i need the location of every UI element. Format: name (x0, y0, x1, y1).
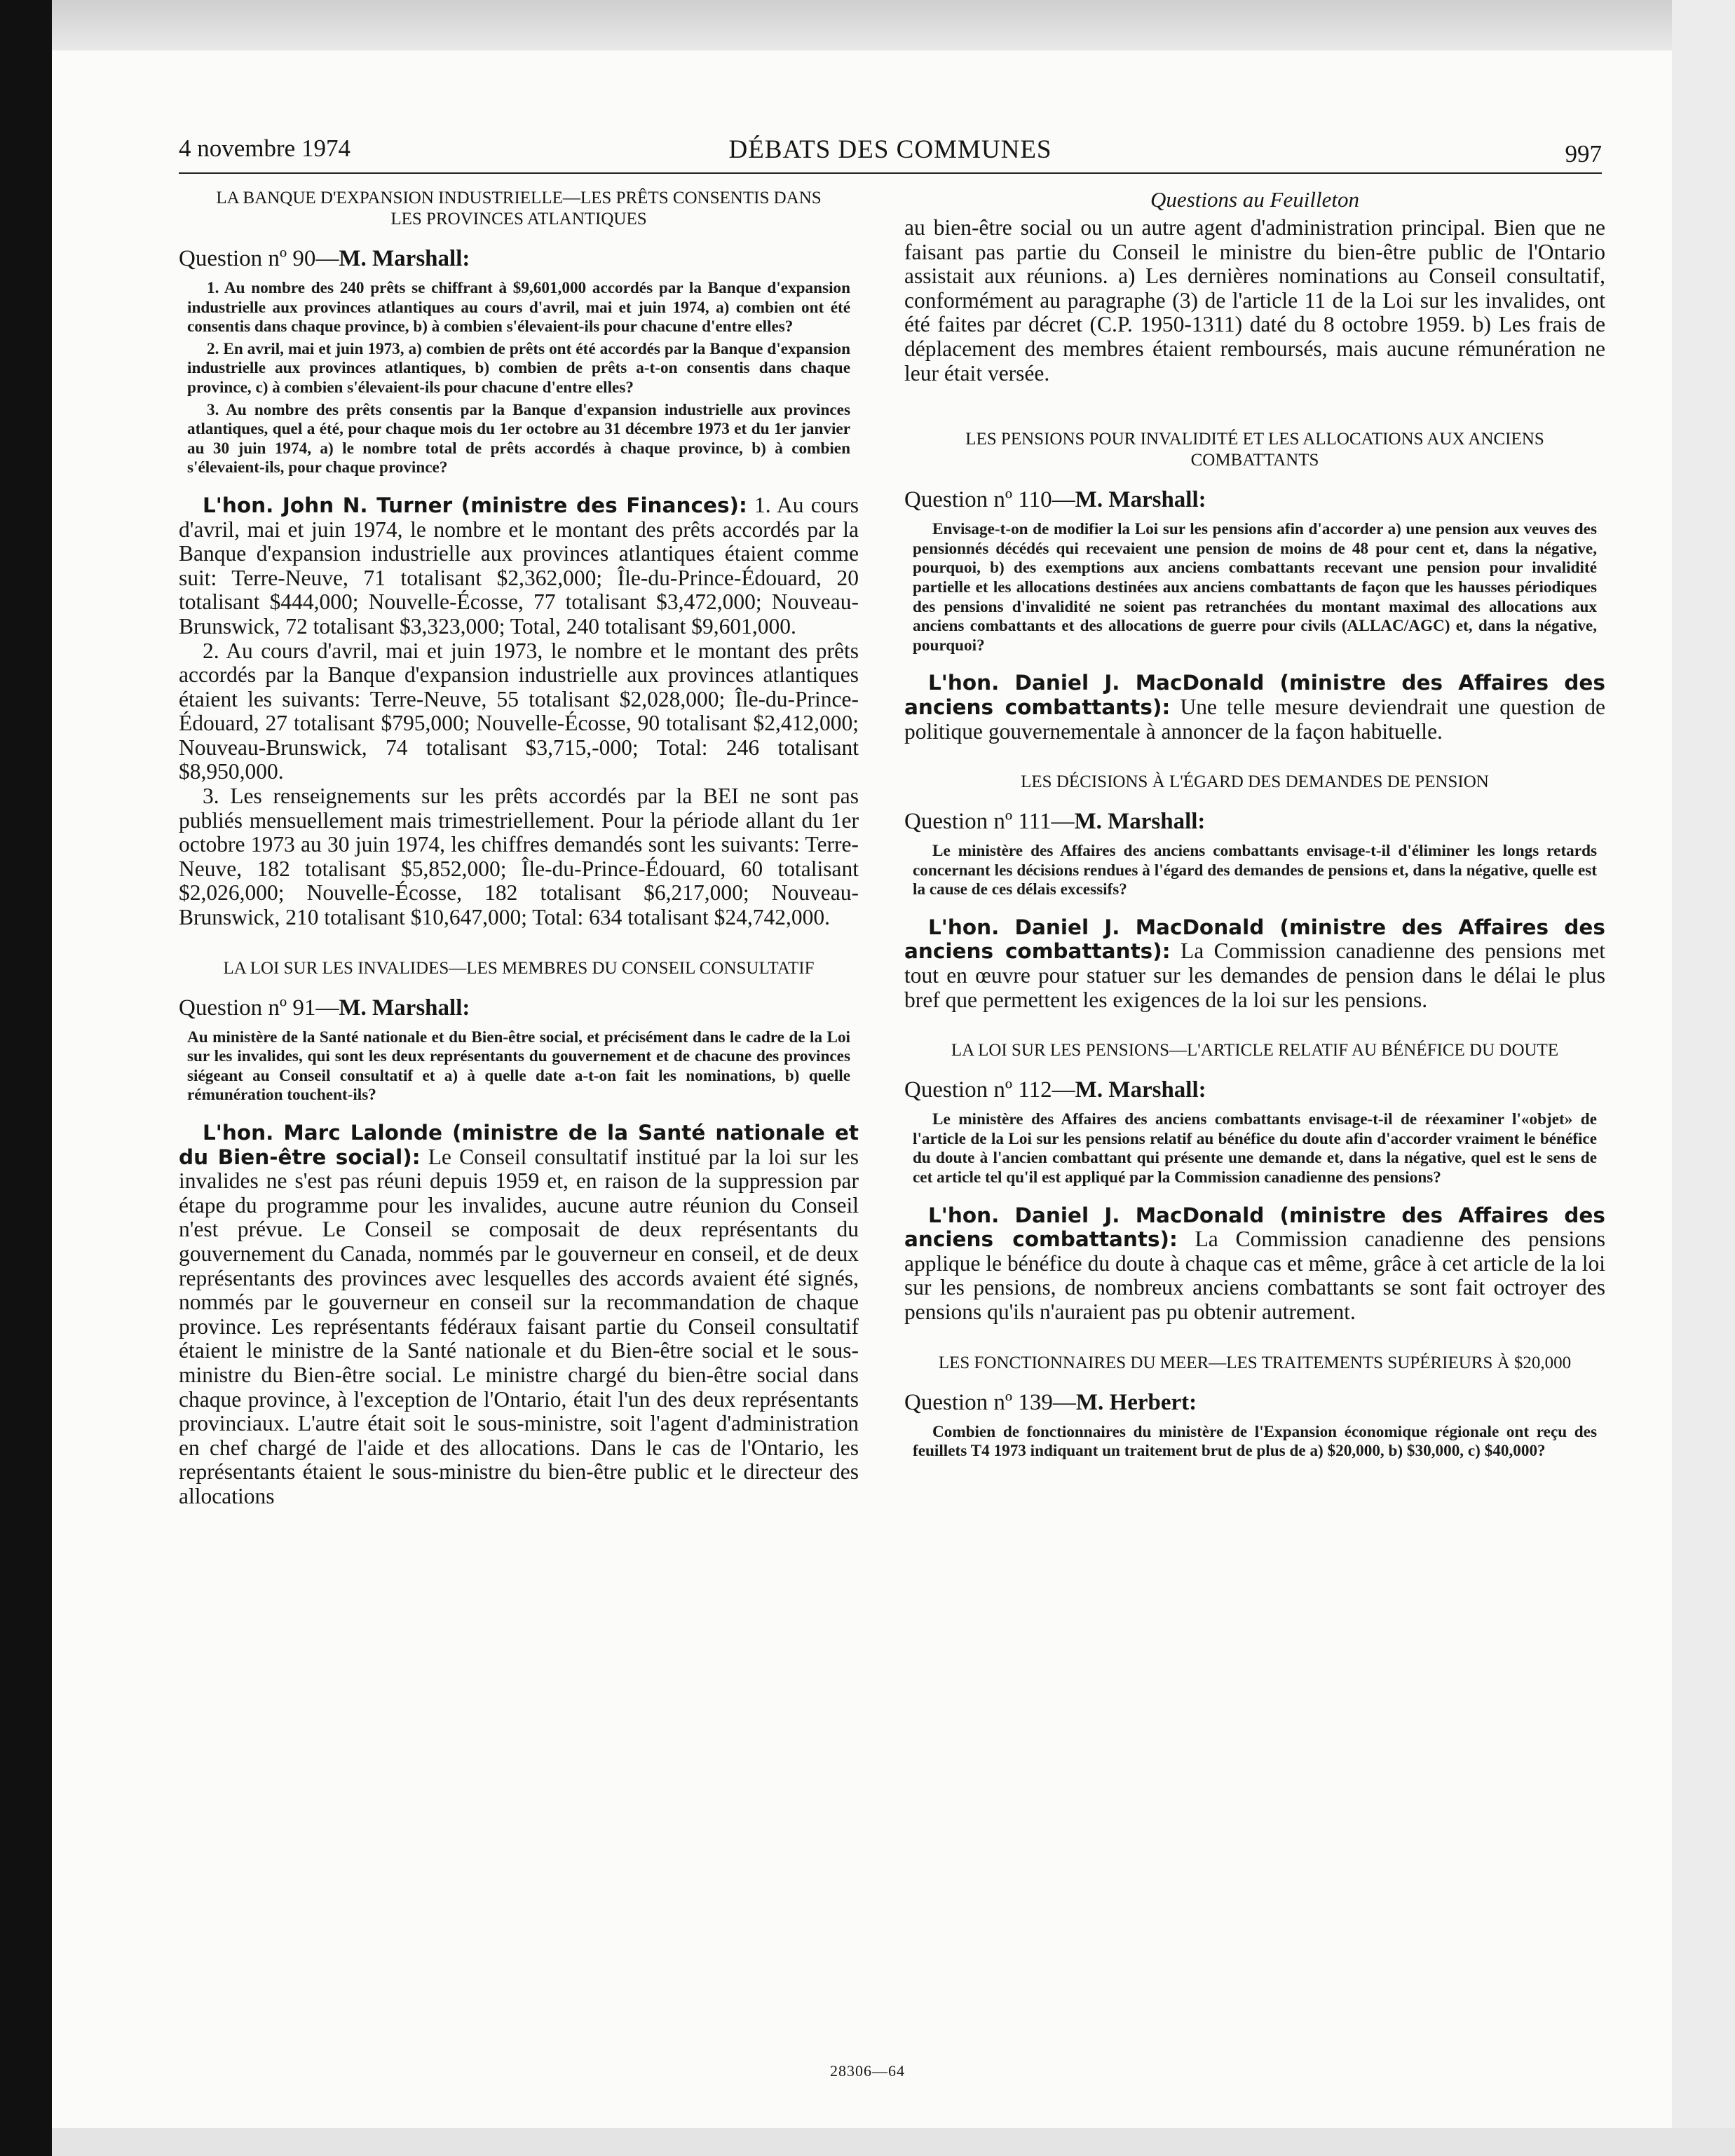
question-heading-q139 (904, 1389, 1605, 1416)
question-text-q91 (187, 1028, 850, 1105)
answer-speaker: L'hon. Daniel J. MacDonald (ministre des Affaires des anciens combattants): (904, 671, 1605, 719)
section-title-q111: LES DÉCISIONS À L'ÉGARD DES DEMANDES DE PENSION (1021, 772, 1489, 792)
question-label: Question nº 91— (179, 995, 339, 1021)
question-label: Question nº 90— (179, 246, 339, 271)
question-member: M. Marshall: (339, 995, 470, 1021)
header-date: 4 novembre 1974 (179, 135, 351, 162)
question-text-q112 (913, 1110, 1597, 1187)
question-part-1: 1. Au nombre des 240 prêts se chiffrant à $9,601,000 accordés par la Banque d'expansion industrielle aux provinces atlantiques au cours d'avril, mai et juin 1974, a) combien ont été consentis dans chaque province, b) à combien s'élevaient-ils pour chacune d'entre elles? (187, 279, 850, 336)
question-heading-q90 (179, 245, 859, 272)
left-column (179, 188, 859, 1509)
question-heading-q110 (904, 486, 1605, 513)
question-text-q139 (913, 1423, 1597, 1461)
question-body: Le ministère des Affaires des anciens combattants envisage-t-il de réexaminer l'«objet» de l'article de la Loi sur les pensions relatif au bénéfice du doute afin d'accorder vraiment le bénéfice du doute à l'ancien combattant qui présente une demande et, dans la négative, quel est le sens de cet article tel qu'il est appliqué par la Commission canadienne des pensions? (913, 1110, 1597, 1187)
answer-speaker: L'hon. Daniel J. MacDonald (ministre des Affaires des anciens combattants): (904, 1203, 1605, 1252)
question-body: Le ministère des Affaires des anciens combattants envisage-t-il d'éliminer les longs retards concernant les décisions rendues à l'égard des demandes de pensions et, dans la négative, quelle est la cause de ces délais excessifs? (913, 842, 1597, 899)
header-journal-title: DÉBATS DES COMMUNES (728, 135, 1052, 164)
scan-left-border (0, 0, 52, 2156)
section-title-q90: LA BANQUE D'EXPANSION INDUSTRIELLE—LES PRÊTS CONSENTIS DANS LES PROVINCES ATLANTIQUES (216, 189, 822, 228)
answer-q91-continued: au bien-être social ou un autre agent d'administration principal. Bien que ne faisant pas partie du Conseil le ministre du bien-être public de l'Ontario assistait aux réunions. a) Les dernières nominations au Conseil consultatif, conformément au paragraphe (3) de l'article 11 de la Loi sur les invalides, ont été faites par décret (C.P. 1950-1311) daté du 8 octobre 1959. b) Les frais de déplacement des membres étaient remboursés, mais aucune rémunération ne leur était versée. (904, 215, 1605, 386)
answer-text: Le Conseil consultatif institué par la loi sur les invalides ne s'est pas réuni depuis 1959 et, en raison de la suppression par étape du programme pour les invalides, aucune autre réunion du Conseil n'est prévue. Le Conseil se composait de deux représentants du gouvernement du Canada, nommés par le gouverneur en conseil, et de deux représentants des provinces avec lesquelles des accords avaient été signés, nommés par le gouverneur en conseil sur la recommandation de chaque province. Les représentants fédéraux faisant partie du Conseil consultatif étaient le ministre de la Santé nationale et du Bien-être social et le sous-ministre du Bien-être social. Le ministre chargé du bien-être social dans chaque province, à l'exception de l'Ontario, était l'un des deux représentants provinciaux. L'autre était soit le sous-ministre, soit l'agent d'administration en chef chargé de l'aide et des allocations. Dans le cas de l'Ontario, les représentants étaient le sous-ministre du bien-être public et le directeur des allocations (179, 1144, 859, 1508)
answer-q110 (904, 671, 1605, 744)
answer-q90-part-3: 3. Les renseignements sur les prêts accordés par la BEI ne sont pas publiés mensuellement mais trimestriellement. Pour la période allant du 1er octobre 1973 au 30 juin 1974, les chiffres demandés sont les suivants: Terre-Neuve, 182 totalisant $5,852,000; Île-du-Prince-Édouard, 60 totalisant $2,026,000; Nouvelle-Écosse, 182 totalisant $6,217,000; Nouveau-Brunswick, 210 totalisant $10,647,000; Total: 634 totalisant $24,742,000. (179, 784, 859, 930)
answer-text: La Commission canadienne des pensions met tout en œuvre pour statuer sur les demandes de pension dans le délai le plus bref que permettent les exigences de la loi sur les pensions. (904, 939, 1605, 1012)
answer-speaker: L'hon. Marc Lalonde (ministre de la Santé nationale et du Bien-être social): (179, 1121, 859, 1169)
answer-q90-part-2: 2. Au cours d'avril, mai et juin 1973, le nombre et le montant des prêts accordés par la Banque d'expansion industrielle aux provinces atlantiques étaient les suivants: Terre-Neuve, 55 totalisant $2,028,000; Île-du-Prince-Édouard, 27 totalisant $795,000; Nouvelle-Écosse, 90 totalisant $2,412,000; Nouveau-Brunswick, 74 totalisant $3,715,-000; Total: 246 totalisant $8,950,000. (179, 638, 859, 784)
section-title-q139: LES FONCTIONNAIRES DU MEER—LES TRAITEMENTS SUPÉRIEURS À $20,000 (938, 1353, 1572, 1372)
question-label: Question nº 139— (904, 1389, 1076, 1415)
answer-text: 1. Au cours d'avril, mai et juin 1974, le nombre et le montant des prêts accordés par la Banque d'expansion industrielle aux provinces atlantiques étaient comme suit: Terre-Neuve, 71 totalisant $2,362,000; Île-du-Prince-Édouard, 20 totalisant $444,000; Nouvelle-Écosse, 77 totalisant $3,472,000; Nouveau-Brunswick, 72 totalisant $3,323,000; Total, 240 totalisant $9,601,000. (179, 492, 859, 639)
question-text-q90 (187, 279, 850, 478)
question-part-2: 2. En avril, mai et juin 1973, a) combien de prêts ont été accordés par la Banque d'expansion industrielle aux provinces atlantiques, b) combien de prêts a-t-on consentis dans chaque province, c) à combien s'élevaient-ils pour chacune d'entre elles? (187, 339, 850, 397)
question-part-3: 3. Au nombre des prêts consentis par la Banque d'expansion industrielle aux provinces atlantiques, quel a été, pour chaque mois du 1er octobre au 31 décembre 1973 et du 1er janvier au 30 juin 1974, a) le nombre total de prêts accordés à chaque province, b) à combien s'élevaient-ils, pour chaque province? (187, 400, 850, 477)
section-title-q110: LES PENSIONS POUR INVALIDITÉ ET LES ALLOCATIONS AUX ANCIENS COMBATTANTS (965, 430, 1544, 470)
question-member: M. Herbert: (1075, 1389, 1197, 1415)
question-member: M. Marshall: (1075, 1077, 1206, 1103)
question-label: Question nº 110— (904, 487, 1075, 513)
running-header (179, 133, 1602, 174)
answer-q91 (179, 1121, 859, 1509)
question-heading-q111 (904, 808, 1605, 835)
answer-speaker: L'hon. John N. Turner (ministre des Finances): (203, 493, 747, 517)
section-title-q91: LA LOI SUR LES INVALIDES—LES MEMBRES DU CONSEIL CONSULTATIF (223, 958, 815, 978)
column-caption: Questions au Feuilleton (1150, 187, 1359, 212)
question-body: Envisage-t-on de modifier la Loi sur les pensions afin d'accorder a) une pension aux veuves des pensionnés décédés qui recevaient une pension de moins de 48 pour cent et, dans la négative, pourquoi, b) des exemptions aux anciens combattants recevant une pension pour invalidité partielle et les allocations destinées aux anciens combattants de façon que les hausses périodiques des pensions d'invalidité ne soient pas retranchées du montant maximal des allocations aux anciens combattants et des allocations de guerre pour civils (ALLAC/AGC) et, dans la négative, pourquoi? (913, 520, 1597, 655)
question-heading-q112 (904, 1077, 1605, 1103)
question-label: Question nº 111— (904, 809, 1075, 835)
scan-right-margin (1672, 0, 1735, 2156)
question-text-q110 (913, 520, 1597, 655)
scan-top-margin (52, 0, 1735, 50)
question-member: M. Marshall: (339, 246, 470, 271)
question-member: M. Marshall: (1075, 487, 1206, 513)
answer-speaker: L'hon. Daniel J. MacDonald (ministre des Affaires des anciens combattants): (904, 915, 1605, 964)
question-heading-q91 (179, 995, 859, 1021)
question-body: Combien de fonctionnaires du ministère de l'Expansion économique régionale ont reçu des feuillets T4 1973 indiquant un traitement brut de plus de a) $20,000, b) $30,000, c) $40,000? (913, 1422, 1597, 1461)
answer-q112 (904, 1203, 1605, 1325)
header-page-number: 997 (1565, 140, 1602, 168)
question-text-q111 (913, 842, 1597, 900)
scan-bottom-margin (52, 2128, 1735, 2156)
answer-q90-part-1 (179, 493, 859, 639)
answer-text: Une telle mesure deviendrait une question de politique gouvernementale à annoncer de la façon habituelle. (904, 694, 1605, 744)
footer-print-code: 28306—64 (830, 2062, 905, 2080)
question-member: M. Marshall: (1074, 809, 1206, 835)
question-label: Question nº 112— (904, 1077, 1075, 1103)
answer-q111 (904, 915, 1605, 1012)
right-column (904, 188, 1605, 1464)
question-body: Au ministère de la Santé nationale et du Bien-être social, et précisément dans le cadre de la Loi sur les invalides, qui sont les deux représentants du gouvernement et de chacune des provinces siégeant au Conseil consultatif et a) à quelle date a-t-on fait les nominations, b) quelle rémunération touchent-ils? (187, 1028, 850, 1105)
section-title-q112: LA LOI SUR LES PENSIONS—L'ARTICLE RELATIF AU BÉNÉFICE DU DOUTE (951, 1041, 1559, 1060)
answer-text: La Commission canadienne des pensions applique le bénéfice du doute à chaque cas et même, grâce à cet article de la loi sur les pensions, de nombreux anciens combattants se sont fait octroyer des pensions qu'ils n'auraient pas pu obtenir autrement. (904, 1227, 1605, 1324)
